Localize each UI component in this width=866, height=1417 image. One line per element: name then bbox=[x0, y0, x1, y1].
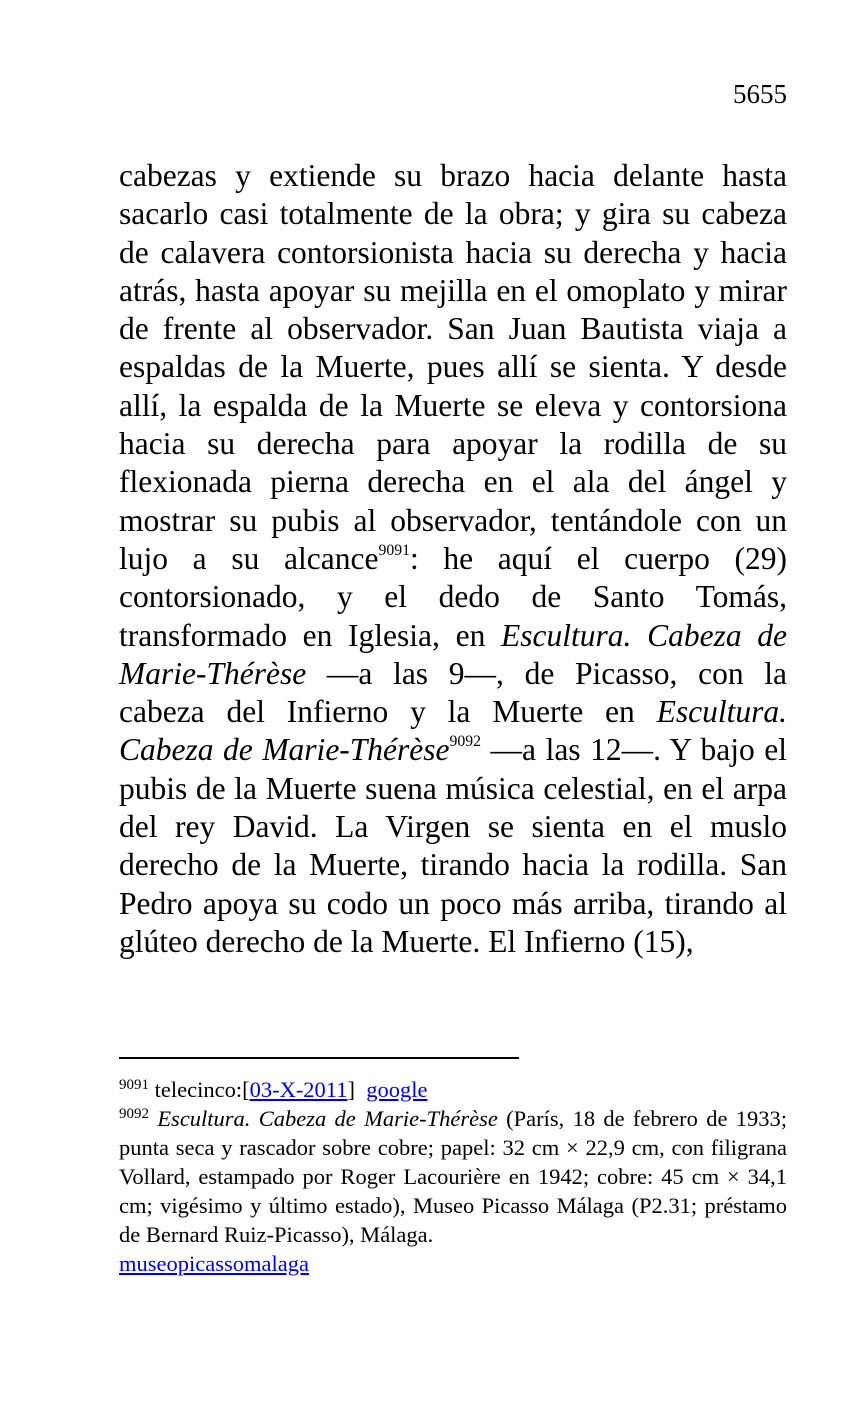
footnote-ref-9092[interactable]: 9092 bbox=[449, 733, 482, 751]
footnote-divider bbox=[119, 1057, 519, 1059]
date-link[interactable]: 03-X-2011 bbox=[249, 1077, 348, 1102]
body-paragraph bbox=[119, 157, 787, 961]
footnote-bracket: ] bbox=[347, 1077, 355, 1102]
museum-link[interactable]: museopicassomalaga bbox=[119, 1251, 309, 1276]
footnotes-section bbox=[119, 1075, 787, 1278]
footnote-9091 bbox=[119, 1075, 787, 1104]
footnote-link-line bbox=[119, 1249, 787, 1278]
body-text-segment: —a las 9—, de Picasso, con la cabeza del Infierno y la Muerte en bbox=[119, 655, 787, 730]
footnote-number: 9091 bbox=[119, 1077, 149, 1093]
artwork-title: Escultura. Cabeza de Marie-Thérèse bbox=[119, 694, 787, 768]
body-text-segment: —a las 12—. Y bajo el pubis de la Muerte suena música celestial, en el arpa del rey David. La Virgen se sienta en el muslo derecho de la Muerte, tirando hacia la rodilla. San Pedro apoya su codo un poco más arriba, tirando al glúteo derecho de la Muerte. El Infierno (15), bbox=[119, 732, 787, 959]
footnote-prefix: telecinco:[ bbox=[154, 1077, 250, 1102]
page-number: 5655 bbox=[733, 79, 787, 109]
footnote-ref-9091[interactable]: 9091 bbox=[378, 541, 410, 559]
google-link[interactable]: google bbox=[366, 1077, 428, 1102]
footnote-text: (París, 18 de febrero de 1933; punta seca y rascador sobre cobre; papel: 32 cm × 22,9 cm, con filigrana Vollard, estampado por Roger Lacourière en 1942; cobre: 45 cm × 34,1 cm; vigésimo y último estado), Museo Picasso Málaga (P2.31; préstamo de Bernard Ruiz-Picasso), Málaga. bbox=[119, 1106, 787, 1247]
footnote-number: 9092 bbox=[119, 1106, 149, 1122]
footnote-9092 bbox=[119, 1104, 787, 1249]
body-text-segment: cabezas y extiende su brazo hacia delante hasta sacarlo casi totalmente de la obra; y gira su cabeza de calavera contorsionista hacia su derecha y hacia atrás, hasta apoyar su mejilla en el omoplato y mirar de frente al observador. San Juan Bautista viaja a espaldas de la Muerte, pues allí se sienta. Y desde allí, la espalda de la Muerte se eleva y contorsiona hacia su derecha para apoyar la rodilla de su flexionada pierna derecha en el ala del ángel y mostrar su pubis al observador, tentándole con un lujo a su alcance bbox=[119, 158, 787, 576]
artwork-title: Escultura. Cabeza de Marie-Thérèse bbox=[119, 617, 787, 691]
body-text-segment: : he aquí el cuerpo (29) contorsionado, y el dedo de Santo Tomás, transformado en Iglesia, en bbox=[119, 540, 787, 653]
footnote-artwork-title: Escultura. Cabeza de Marie-Thérèse bbox=[157, 1106, 498, 1131]
